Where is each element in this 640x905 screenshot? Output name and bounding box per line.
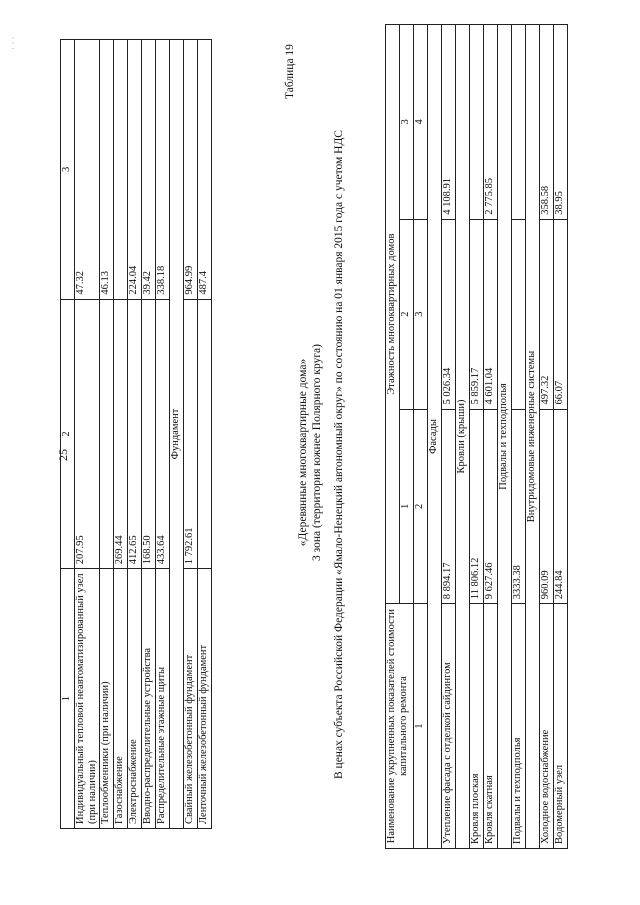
table-subheading: 3 зона (территория южнее Полярного круга): [311, 344, 323, 562]
cell-value: 960.09: [540, 409, 554, 604]
cell-value: 5 859.17: [470, 219, 484, 409]
cell-value: 47.32: [75, 40, 100, 300]
cell-value: 4 108.91: [442, 25, 456, 220]
cell-value: 358.58: [540, 25, 554, 220]
table-row: [142, 40, 156, 829]
column-number: 4: [414, 25, 428, 220]
cell-value: 244.84: [554, 409, 568, 604]
table-19: [385, 24, 568, 849]
section-title: Внутридомовые инженерные системы: [526, 25, 540, 849]
row-name: Кровля плоская: [470, 604, 484, 849]
cell-value: 964.99: [184, 40, 198, 300]
header-cell: 3: [61, 40, 75, 300]
table-row: [512, 25, 526, 849]
table-row: [442, 25, 456, 849]
cell-value: 39.42: [142, 40, 156, 300]
table-row: [198, 40, 212, 829]
price-note: В ценах субъекта Российской Федерации «Ямало-Ненецкий автономный округ» по состоянию на 01 января 2015 года с учетом НДС: [333, 130, 345, 779]
section-row: [498, 25, 512, 849]
floor-header: 1: [400, 409, 414, 604]
cell-value: 66.07: [554, 219, 568, 409]
cell-value: [100, 299, 114, 569]
cell-value: [114, 40, 128, 300]
cell-value: 46.13: [100, 40, 114, 300]
cell-value: 9 627.46: [484, 409, 498, 604]
cell-value: 412.65: [128, 299, 142, 569]
cell-value: 11 806.12: [470, 409, 484, 604]
row-name: Утепление фасада с отделкой сайдингом: [442, 604, 456, 849]
row-name: Ленточный железобетонный фундамент: [198, 569, 212, 829]
cell-value: [512, 25, 526, 220]
cell-value: 269.44: [114, 299, 128, 569]
cell-value: 338.18: [156, 40, 170, 300]
col-name-header: Наименование укрупненных показателей стоимости капитального ремонта: [386, 604, 414, 849]
section-row: [456, 25, 470, 849]
column-number: 2: [414, 409, 428, 604]
row-name: Распределительные этажные щиты: [156, 569, 170, 829]
row-name: Кровля скатная: [484, 604, 498, 849]
row-name: Индивидуальный тепловой неавтоматизированный узел (при наличии): [75, 569, 100, 829]
cell-value: 3333.38: [512, 409, 526, 604]
table-header-row: [386, 25, 400, 849]
table-row: [484, 25, 498, 849]
row-name: Холодное водоснабжение: [540, 604, 554, 849]
cell-value: 224.04: [128, 40, 142, 300]
cell-value: 168.50: [142, 299, 156, 569]
table-row: [156, 40, 170, 829]
cell-value: 1 792.61: [184, 299, 198, 569]
cell-value: [512, 219, 526, 409]
cell-value: [198, 299, 212, 569]
floor-header: 2: [400, 219, 414, 409]
section-title: Фасады: [428, 25, 442, 849]
section-row: [428, 25, 442, 849]
table-row: [184, 40, 198, 829]
cell-value: 497.32: [540, 219, 554, 409]
row-name: Подвалы и техподполья: [512, 604, 526, 849]
table-row: [114, 40, 128, 829]
cell-value: 433.64: [156, 299, 170, 569]
table-header-row: [61, 40, 75, 829]
table-label: Таблица 19: [284, 44, 296, 99]
table-row: [470, 25, 484, 849]
cell-value: 4 601.04: [484, 219, 498, 409]
cell-value: 38.95: [554, 25, 568, 220]
cell-value: 487.4: [198, 40, 212, 300]
section-row: [170, 40, 184, 829]
row-name: Водомерный узел: [554, 604, 568, 849]
corner-mark: · · ·: [8, 36, 18, 50]
table-row: [100, 40, 114, 829]
page-number: 25: [56, 449, 70, 461]
table-row: [75, 40, 100, 829]
table-row: [554, 25, 568, 849]
cell-value: [470, 25, 484, 220]
row-name: Свайный железобетонный фундамент: [184, 569, 198, 829]
section-title: Фундамент: [170, 40, 184, 829]
section-row: [526, 25, 540, 849]
header-cell: 2: [61, 299, 75, 569]
floor-header: 3: [400, 25, 414, 220]
cell-value: 8 894.17: [442, 409, 456, 604]
row-name: Газоснабжение: [114, 569, 128, 829]
table-continued: [60, 39, 212, 829]
row-name: Вводно-распределительные устройства: [142, 569, 156, 829]
section-title: Подвалы и техподполья: [498, 25, 512, 849]
table-heading: «Деревянные многоквартирные дома»: [297, 358, 309, 547]
table-row: [128, 40, 142, 829]
col-group-header: Этажность многоквартирных домов: [386, 25, 400, 604]
cell-value: 207.95: [75, 299, 100, 569]
column-number-row: [414, 25, 428, 849]
cell-value: 2 775.85: [484, 25, 498, 220]
cell-value: 5 026.34: [442, 219, 456, 409]
row-name: Электроснабжение: [128, 569, 142, 829]
section-title: Кровли (крыши): [456, 25, 470, 849]
column-number: 3: [414, 219, 428, 409]
row-name: Теплообменники (при наличии): [100, 569, 114, 829]
header-cell: 1: [61, 569, 75, 829]
column-number: 1: [414, 604, 428, 849]
table-row: [540, 25, 554, 849]
